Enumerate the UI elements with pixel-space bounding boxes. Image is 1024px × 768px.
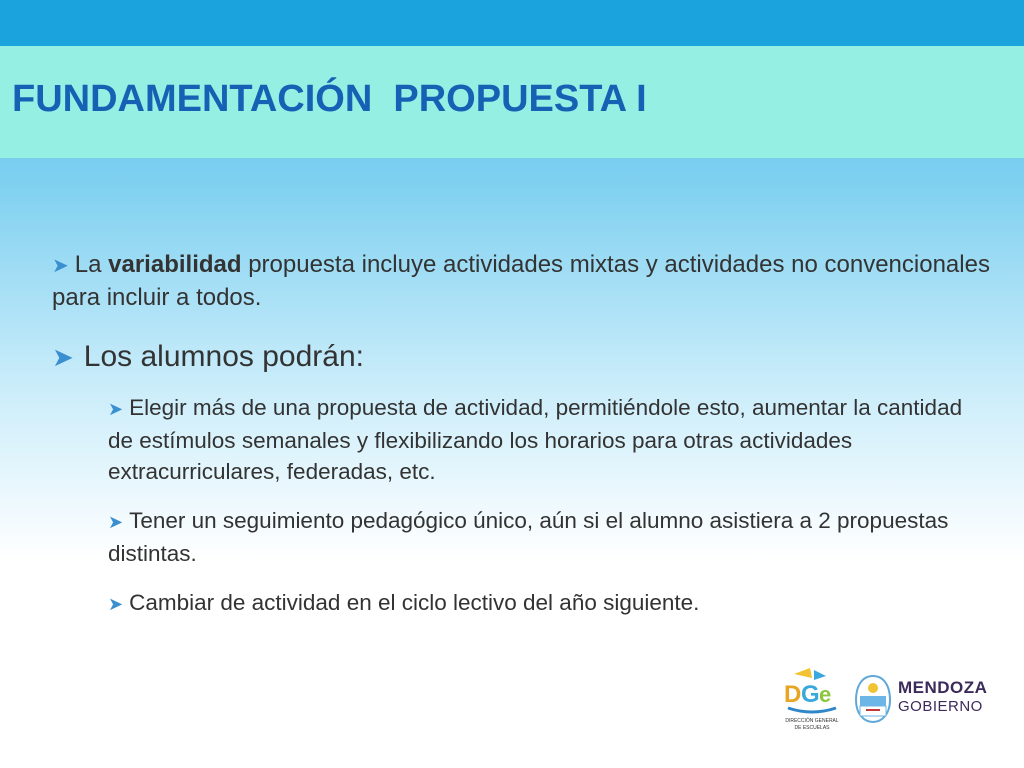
sub-bullet-text: Cambiar de actividad en el ciclo lectivo del año siguiente.	[129, 590, 700, 615]
svg-text:DE ESCUELAS: DE ESCUELAS	[794, 725, 830, 731]
sub-bullet-2	[108, 505, 988, 569]
arrow-right-icon: ➤	[52, 342, 74, 372]
bullet-variabilidad	[52, 249, 992, 314]
sub-bullet-text: Tener un seguimiento pedagógico único, aún si el alumno asistiera a 2 propuestas distintas.	[108, 508, 949, 566]
bullet-alumnos	[52, 338, 752, 376]
dge-logo	[780, 668, 844, 734]
bullet-text-prefix: La	[74, 251, 109, 278]
bullet-text-suffix: propuesta incluye actividades mixtas y actividades no convencionales para incluir a todos.	[52, 251, 990, 311]
arrow-right-icon: ➤	[108, 594, 124, 614]
gov-wordmark	[898, 678, 987, 716]
sub-bullet-text: Elegir más de una propuesta de actividad, permitiéndole esto, aumentar la cantidad de estímulos semanales y flexibilizando los horarios para otras actividades extracurriculares, federadas, etc.	[108, 395, 963, 484]
arrow-right-icon: ➤	[52, 255, 69, 277]
svg-text:DIRECCIÓN GENERAL: DIRECCIÓN GENERAL	[785, 718, 839, 724]
arrow-right-icon: ➤	[108, 399, 124, 419]
logos-area	[780, 668, 1000, 738]
bullet-bold-term: variabilidad	[108, 251, 242, 278]
sub-bullet-3	[108, 587, 988, 620]
svg-text:D: D	[784, 681, 802, 708]
gov-name: MENDOZA	[898, 678, 988, 697]
mendoza-shield-icon	[854, 674, 892, 724]
svg-text:G: G	[801, 681, 820, 708]
sub-bullet-1	[108, 392, 988, 487]
arrow-right-icon: ➤	[108, 512, 124, 532]
svg-text:e: e	[819, 682, 832, 707]
gov-sub: GOBIERNO	[898, 698, 983, 715]
slide-title: FUNDAMENTACIÓN PROPUESTA I	[12, 78, 647, 120]
bullet-text: Los alumnos podrán:	[83, 340, 364, 373]
